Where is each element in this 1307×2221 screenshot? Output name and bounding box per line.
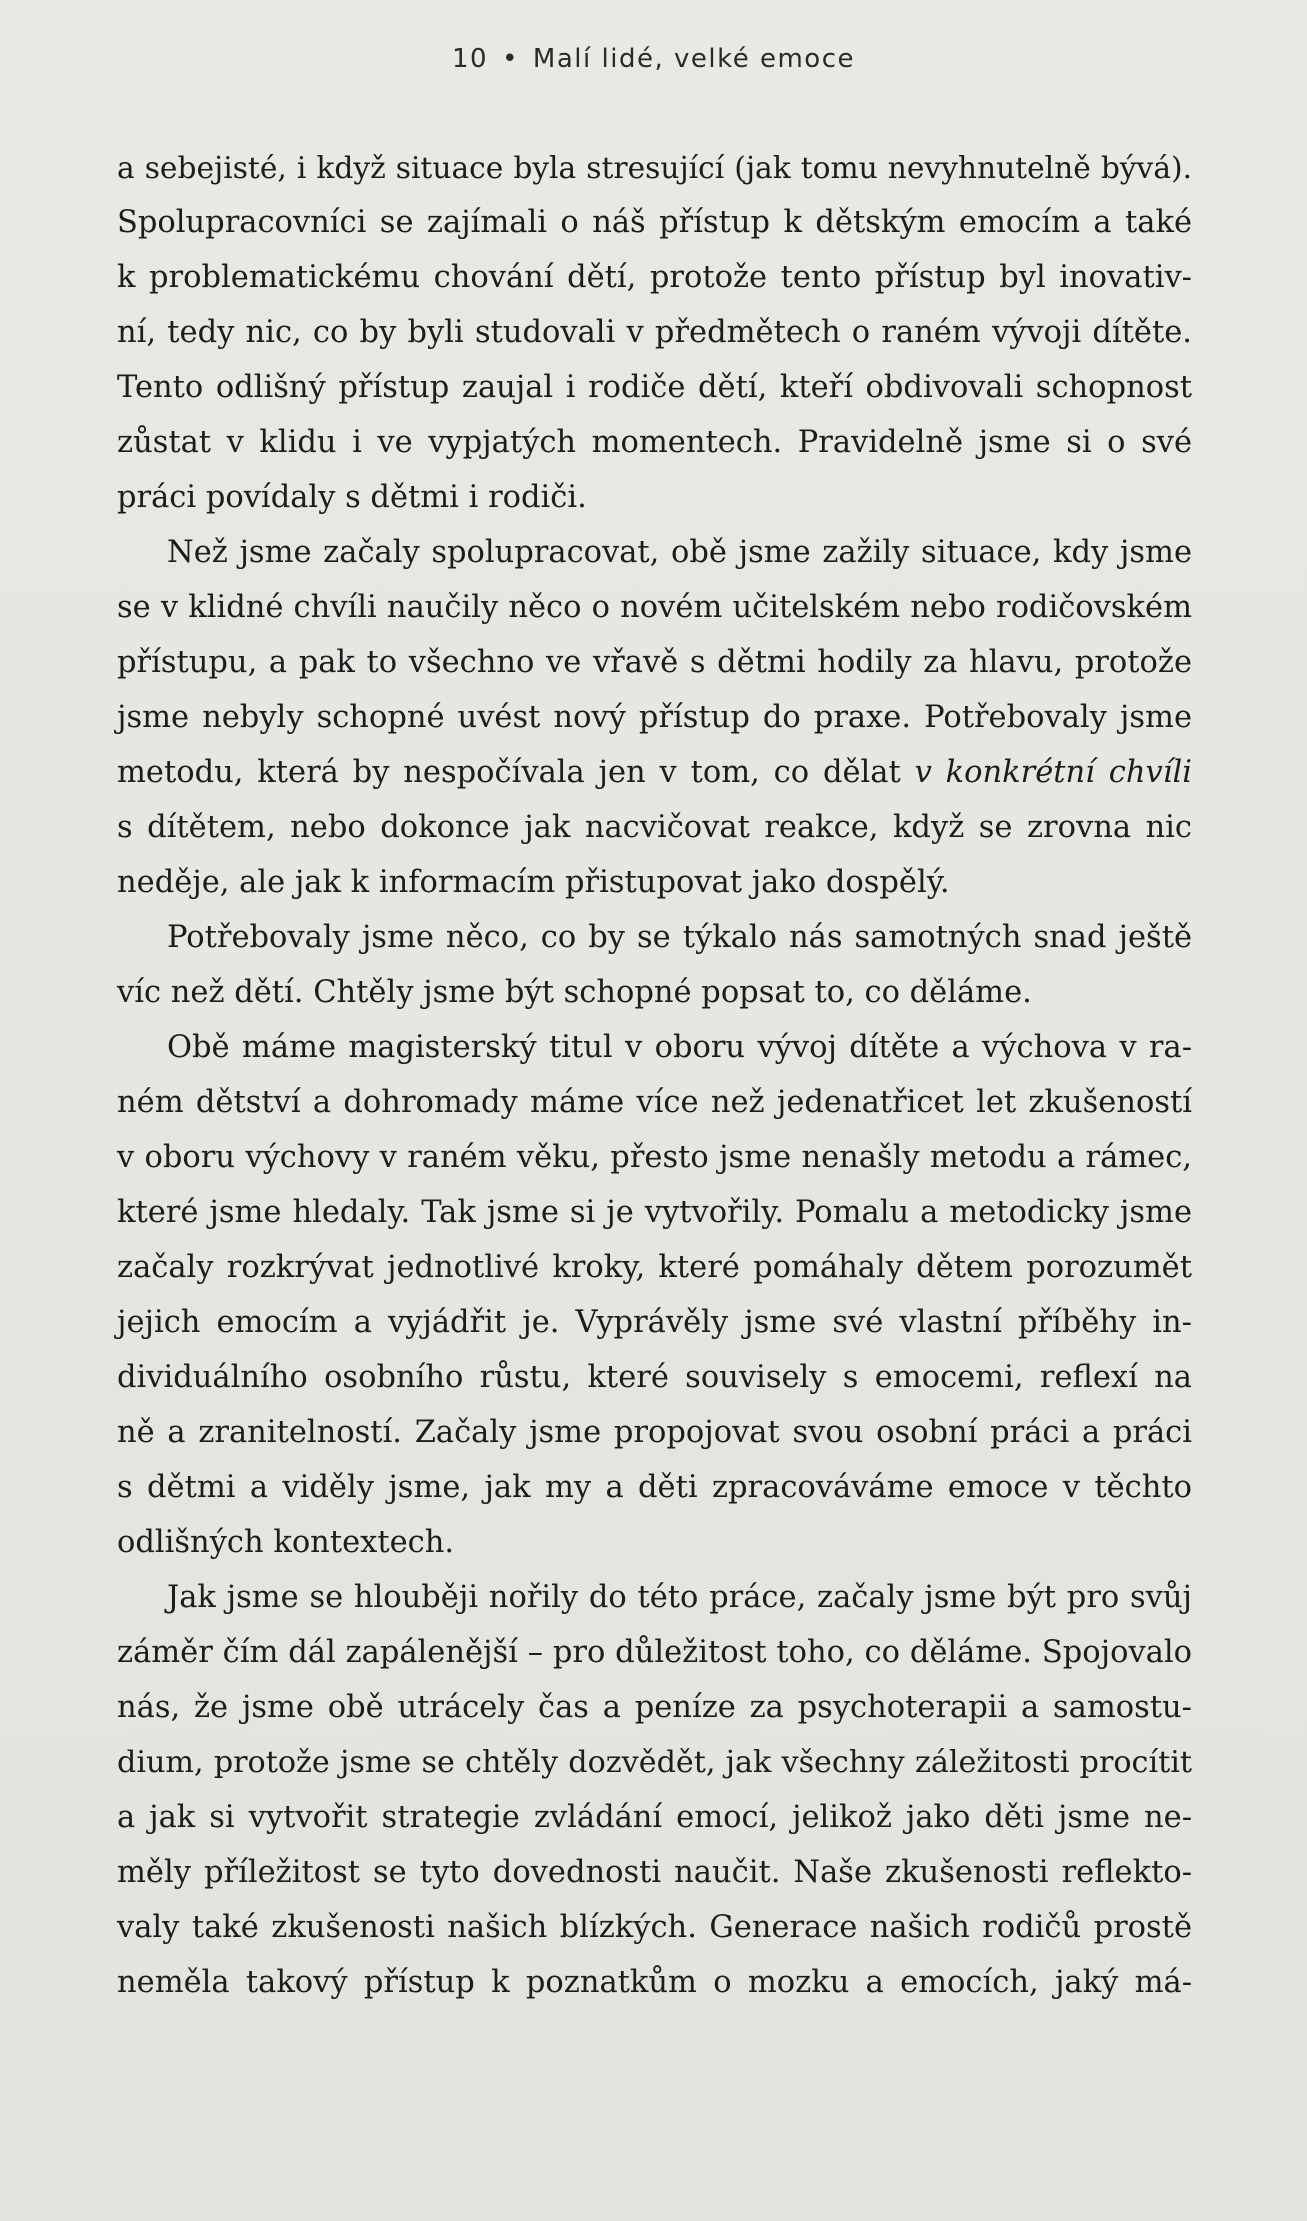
text-line: neměla takový přístup k poznatkům o mozku a emocích, jaký má-	[117, 1965, 1192, 2000]
text-line: Obě máme magisterský titul v oboru vývoj dítěte a výchova v ra-	[167, 1030, 1192, 1065]
text-line-with-italic	[117, 745, 1192, 800]
paragraph-3	[117, 910, 1192, 1020]
paragraph-5	[117, 1570, 1192, 2010]
paragraph-1	[117, 140, 1192, 525]
text-line: v oboru výchovy v raném věku, přesto jsme nenašly metodu a rámec,	[117, 1140, 1192, 1175]
text-line: odlišných kontextech.	[117, 1525, 455, 1560]
italic-emphasis: v konkrétní chvíli	[914, 755, 1192, 790]
text-line: které jsme hledaly. Tak jsme si je vytvořily. Pomalu a metodicky jsme	[117, 1195, 1192, 1230]
text-line: ně a zranitelností. Začaly jsme propojovat svou osobní práci a práci	[117, 1415, 1192, 1450]
text-line: dividuálního osobního růstu, které souvisely s emocemi, reflexí na	[117, 1360, 1192, 1395]
page-number: 10	[451, 44, 489, 74]
text-line: zůstat v klidu i ve vypjatých momentech. Pravidelně jsme si o své	[117, 425, 1192, 460]
text-line: víc než dětí. Chtěly jsme být schopné popsat to, co děláme.	[117, 975, 1032, 1010]
text-line: začaly rozkrývat jednotlivé kroky, které pomáhaly dětem porozumět	[117, 1250, 1192, 1285]
text-line: a sebejisté, i když situace byla stresující (jak tomu nevyhnutelně bývá).	[117, 150, 1192, 185]
running-header	[0, 44, 1307, 74]
paragraph-2	[117, 525, 1192, 910]
text-line: záměr čím dál zapálenější – pro důležitost toho, co děláme. Spojovalo	[117, 1635, 1192, 1670]
text-line: Spolupracovníci se zajímali o náš přístup k dětským emocím a také	[117, 205, 1192, 240]
text-line: valy také zkušenosti našich blízkých. Generace našich rodičů prostě	[117, 1910, 1192, 1945]
text-line: dium, protože jsme se chtěly dozvědět, jak všechny záležitosti procítit	[117, 1745, 1192, 1780]
text-line: Než jsme začaly spolupracovat, obě jsme zažily situace, kdy jsme	[167, 535, 1192, 570]
text-line: práci povídaly s dětmi i rodiči.	[117, 480, 587, 515]
text-line: se v klidné chvíli naučily něco o novém učitelském nebo rodičovském	[117, 590, 1192, 625]
text-line: s dětmi a viděly jsme, jak my a děti zpracováváme emoce v těchto	[117, 1470, 1192, 1505]
text-line: Tento odlišný přístup zaujal i rodiče dětí, kteří obdivovali schopnost	[117, 370, 1192, 405]
text-line: ní, tedy nic, co by byli studovali v předmětech o raném vývoji dítěte.	[117, 315, 1192, 350]
text-line: neděje, ale jak k informacím přistupovat jako dospělý.	[117, 865, 950, 900]
text-line: přístupu, a pak to všechno ve vřavě s dětmi hodily za hlavu, protože	[117, 645, 1192, 680]
text-line: k problematickému chování dětí, protože tento přístup byl inovativ-	[117, 260, 1192, 295]
book-title: Malí lidé, velké emoce	[532, 44, 855, 74]
text-line: jejich emocím a vyjádřit je. Vyprávěly jsme své vlastní příběhy in-	[117, 1305, 1192, 1340]
text-line: a jak si vytvořit strategie zvládání emocí, jelikož jako děti jsme ne-	[117, 1800, 1192, 1835]
paragraph-4	[117, 1020, 1192, 1570]
text-segment: metodu, která by nespočívala jen v tom, co dělat	[117, 755, 915, 790]
text-line: s dítětem, nebo dokonce jak nacvičovat reakce, když se zrovna nic	[117, 810, 1192, 845]
text-line: Potřebovaly jsme něco, co by se týkalo nás samotných snad ještě	[167, 920, 1192, 955]
text-line: měly příležitost se tyto dovednosti naučit. Naše zkušenosti reflekto-	[117, 1855, 1192, 1890]
text-line: jsme nebyly schopné uvést nový přístup do praxe. Potřebovaly jsme	[117, 700, 1192, 735]
text-line: nás, že jsme obě utrácely čas a peníze za psychoterapii a samostu-	[117, 1690, 1192, 1725]
body-text	[117, 140, 1192, 2010]
text-line: ném dětství a dohromady máme více než jedenatřicet let zkušeností	[117, 1085, 1192, 1120]
text-line: Jak jsme se hlouběji nořily do této práce, začaly jsme být pro svůj	[167, 1580, 1192, 1615]
header-separator: •	[502, 44, 519, 74]
